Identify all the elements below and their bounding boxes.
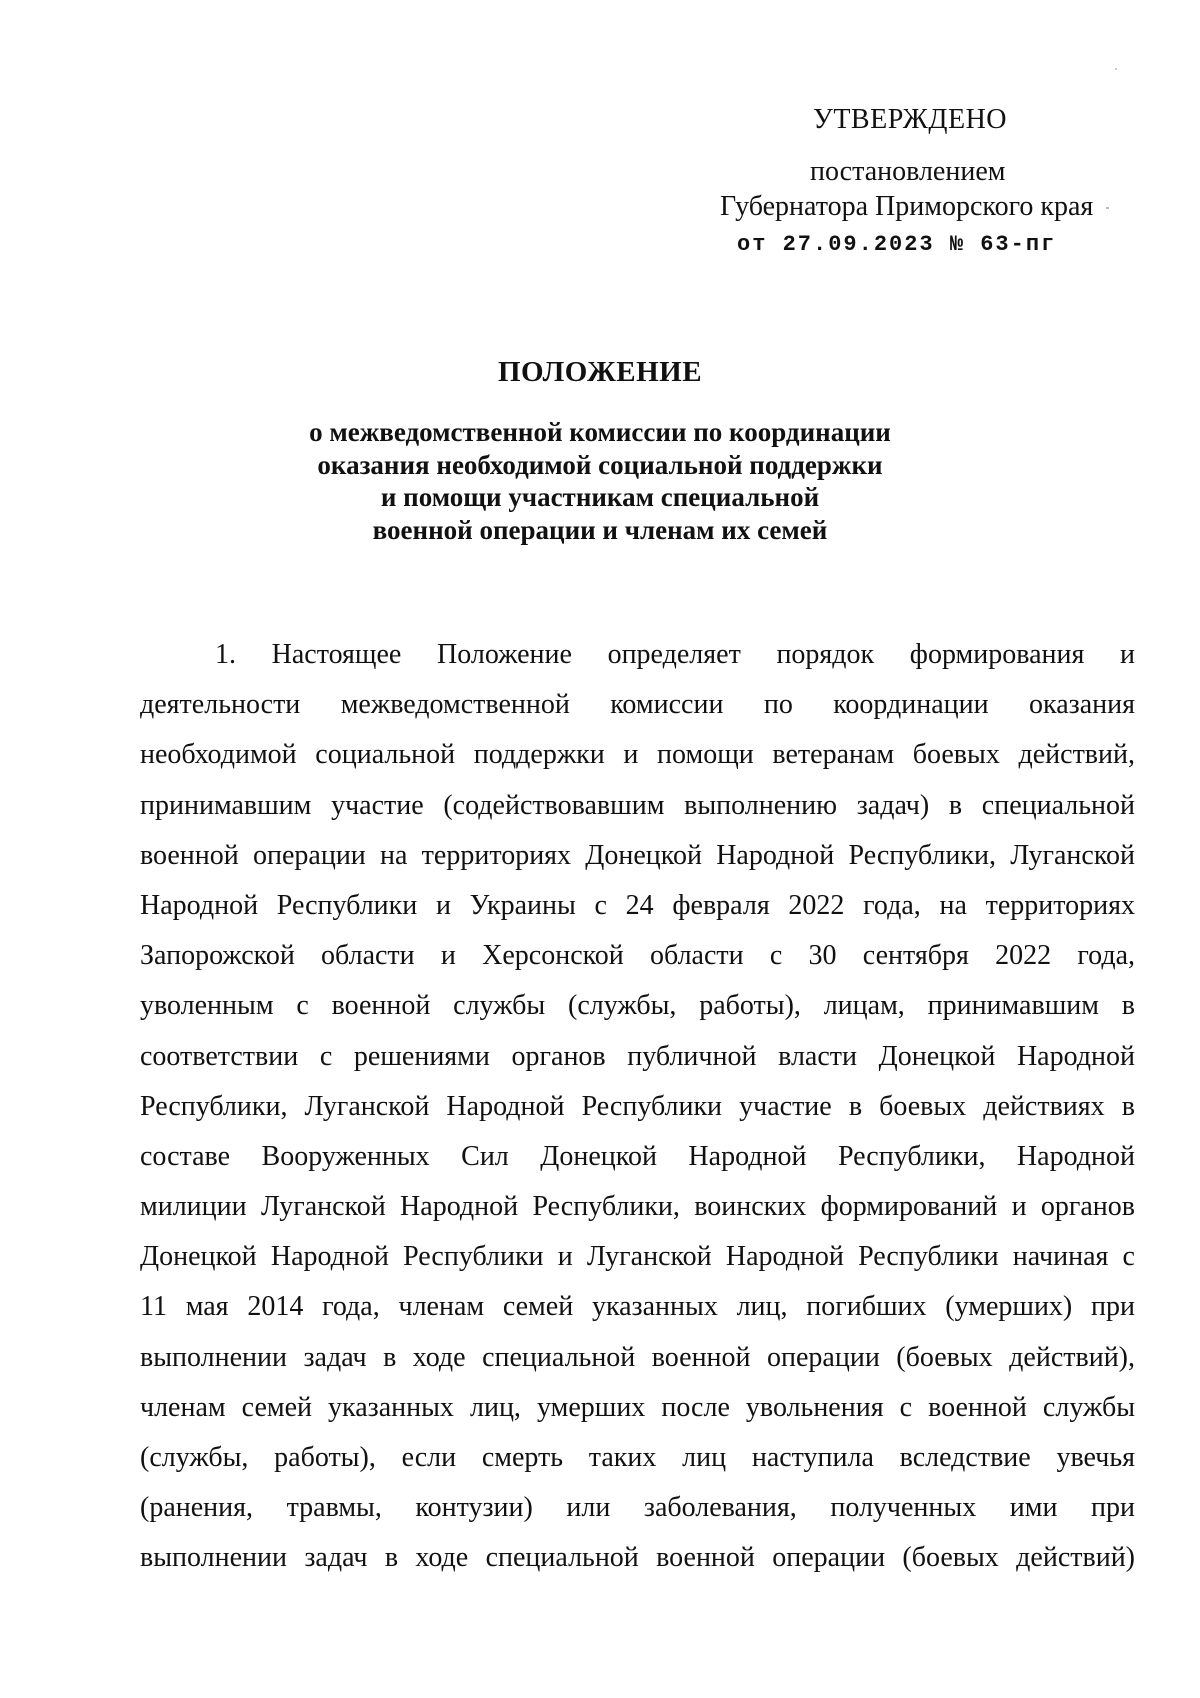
document-title: ПОЛОЖЕНИЕ	[497, 356, 703, 388]
document-subtitle	[200, 416, 1000, 546]
body-line-text: 11 мая 2014 года, членам семей указанных лиц, погибших (умерших) при	[140, 1291, 1135, 1323]
body-line	[140, 881, 1135, 931]
body-line-text: членам семей указанных лиц, умерших после увольнения с военной службы	[140, 1391, 1135, 1423]
body-line	[140, 1182, 1135, 1232]
body-line-text: (службы, работы), если смерть таких лиц наступила вследствие увечья	[140, 1442, 1135, 1473]
approval-decree: постановлением	[810, 156, 1006, 187]
body-line-text: милиции Луганской Народной Республики, воинских формирований и органов	[140, 1191, 1135, 1223]
body-line	[140, 1132, 1135, 1182]
body-line	[140, 1533, 1135, 1583]
subtitle-line: военной операции и членам их семей	[372, 514, 828, 545]
subtitle-line: и помощи участникам специальной	[380, 482, 820, 512]
body-line	[140, 931, 1135, 981]
body-line-text: Республики, Луганской Народной Республики участие в боевых действиях в	[140, 1090, 1135, 1122]
document-body	[140, 630, 1135, 1584]
body-line	[140, 1232, 1135, 1282]
body-line	[140, 730, 1135, 780]
body-line	[140, 781, 1135, 831]
body-line	[140, 1433, 1135, 1483]
body-line-text: принимавшим участие (содействовавшим выполнению задач) в специальной	[140, 789, 1135, 821]
body-line	[140, 680, 1135, 730]
body-line	[140, 981, 1135, 1031]
body-line	[140, 1082, 1135, 1132]
body-line-text: выполнении задач в ходе специальной военной операции (боевых действий)	[140, 1542, 1135, 1574]
body-line-text: деятельности межведомственной комиссии по координации оказания	[140, 689, 1135, 721]
subtitle-line: о межведомственной комиссии по координации	[309, 417, 891, 447]
body-line	[140, 831, 1135, 881]
body-line-text: (ранения, травмы, контузии) или заболевания, полученных ими при	[140, 1492, 1135, 1524]
approval-date-number: от 27.09.2023 № 63-пг	[737, 232, 1057, 257]
approval-title: УТВЕРЖДЕНО	[813, 104, 1008, 135]
body-line-text: соответствии с решениями органов публичной власти Донецкой Народной	[140, 1040, 1135, 1072]
body-line-text: уволенным с военной службы (службы, работы), лицам, принимавшим в	[140, 990, 1135, 1022]
body-line-text: Народной Республики и Украины с 24 февраля 2022 года, на территориях	[140, 889, 1135, 921]
body-line	[140, 1333, 1135, 1383]
body-line	[140, 1282, 1135, 1332]
body-line	[140, 1383, 1135, 1433]
body-line	[140, 1032, 1135, 1082]
body-line-text: 1. Настоящее Положение определяет порядок формирования и	[215, 639, 1135, 670]
body-line-text: Запорожской области и Херсонской области с 30 сентября 2022 года,	[140, 940, 1135, 972]
body-line-text: необходимой социальной поддержки и помощи ветеранам боевых действий,	[140, 739, 1135, 771]
scan-artifact	[1106, 207, 1109, 209]
body-line-text: военной операции на территориях Донецкой Народной Республики, Луганской	[140, 839, 1135, 871]
body-line-text: выполнении задач в ходе специальной военной операции (боевых действий),	[140, 1341, 1135, 1373]
body-line	[140, 630, 1135, 680]
body-line-text: Донецкой Народной Республики и Луганской Народной Республики начиная с	[140, 1241, 1135, 1273]
body-line-text: составе Вооруженных Сил Донецкой Народной Республики, Народной	[140, 1140, 1135, 1172]
subtitle-line: оказания необходимой социальной поддержки	[317, 449, 883, 480]
approval-authority: Губернатора Приморского края	[720, 191, 1094, 222]
scan-artifact	[1115, 68, 1117, 70]
body-line	[140, 1483, 1135, 1533]
